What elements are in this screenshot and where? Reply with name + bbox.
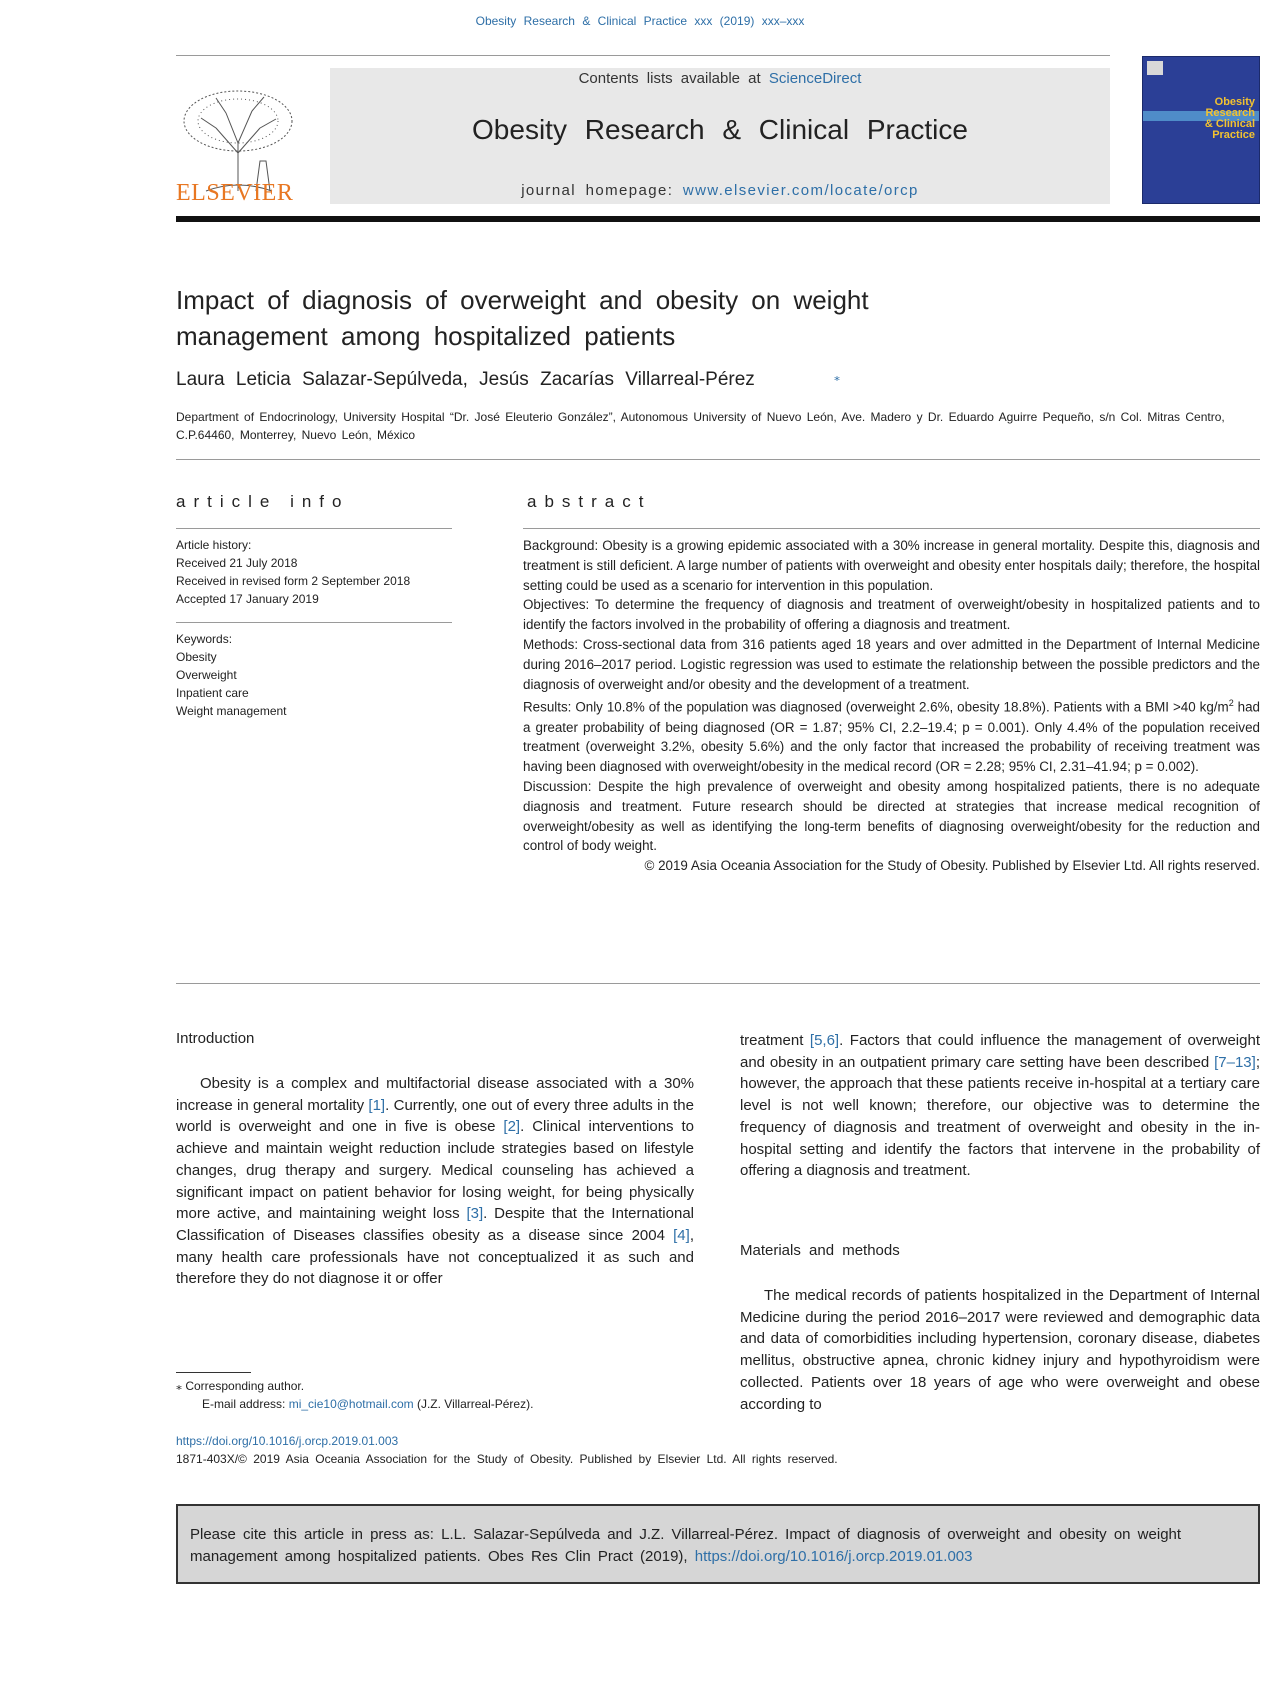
affiliation: Department of Endocrinology, University Hospital “Dr. José Eleuterio González”, Autonomous University of Nuevo León, Ave. Madero y Dr. Eduardo Aguirre Pequeño, s/n Col. Mitras Centro, C.P.64460, Monterrey, Nuevo León, México xyxy=(176,410,1225,442)
reference-link[interactable]: [4] xyxy=(673,1226,690,1244)
history-accepted: Accepted 17 January 2019 xyxy=(176,592,319,606)
author-email-link[interactable]: mi_cie10@hotmail.com xyxy=(288,1397,414,1411)
abstract-heading: abstract xyxy=(527,492,652,511)
abstract-results xyxy=(523,694,1260,777)
keyword: Obesity xyxy=(176,650,217,664)
reference-link[interactable]: [5,6] xyxy=(809,1032,840,1049)
email-owner: (J.Z. Villarreal-Pérez). xyxy=(416,1397,534,1411)
article-history xyxy=(176,536,452,608)
abstract-objectives: Objectives: To determine the frequency of diagnosis and treatment of overweight/obesity in hospitalized patients and to identify the factors involved in the probability of offering a diagnosis and treatment. xyxy=(523,597,1260,633)
reference-link[interactable]: [2] xyxy=(503,1118,521,1136)
intro-paragraph xyxy=(176,1073,694,1290)
cover-logo-mark xyxy=(1147,61,1163,75)
issn-copyright: 1871-403X/© 2019 Asia Oceania Association for the Study of Obesity. Published by Elsevier Ltd. All rights reserved. xyxy=(176,1452,838,1466)
intro-text: . Currently, one out of every three adults in the world is overweight and one in five is obese xyxy=(176,1096,694,1136)
keyword: Inpatient care xyxy=(176,686,249,700)
reference-link[interactable]: [3] xyxy=(466,1205,484,1223)
footnote-mark: ⁎ xyxy=(176,1379,182,1393)
introduction-heading: Introduction xyxy=(176,1030,255,1047)
reference-link[interactable]: [1] xyxy=(368,1096,386,1114)
intro-text: ; however, the approach that these patients receive in-hospital at a tertiary care level is not well known; therefore, our objective was to determine the frequency of diagnosis and treatment of overweight and obesity in the in-hospital setting and identify the factors that intervene in the probability of offering a diagnosis and treatment. xyxy=(740,1053,1260,1180)
citation-doi-link[interactable]: https://doi.org/10.1016/j.orcp.2019.01.003 xyxy=(694,1548,973,1565)
abstract-methods: Methods: Cross-sectional data from 316 patients aged 18 years and over admitted in the Department of Internal Medicine during 2016–2017 period. Logistic regression was used to estimate the relationship between the possible predictors and the diagnosis of overweight and/or obesity and the development of a treatment. xyxy=(523,636,1260,692)
abstract-rule xyxy=(523,528,1260,529)
sciencedirect-link[interactable]: ScienceDirect xyxy=(768,70,862,87)
citation-text xyxy=(190,1524,1246,1568)
email-label: E-mail address: xyxy=(202,1397,286,1411)
article-info-rule xyxy=(176,528,452,529)
intro-text: Obesity is a complex and multifactorial disease associated with a 30% increase in general mortality xyxy=(176,1075,694,1114)
article-info-heading: article info xyxy=(176,492,350,511)
results-text-2: had a greater probability of being diagnosed (OR = 1.87; 95% CI, 2.2–19.4; p = 0.001). Only 4.4% of the population received treatment (overweight 3.2%, obesity 5.6%) and the only factor that increased the probability of receiving treatment was having been diagnosed with overweight/obesity in the medical record (OR = 2.28; 95% CI, 2.31–41.94; p = 0.002). xyxy=(523,699,1261,775)
intro-text: . Clinical interventions to achieve and maintain weight reduction include strategies based on lifestyle changes, drug therapy and surgery. Medical counseling has achieved a significant impact on patient behavior for losing weight, for being physically more active, and maintaining weight loss xyxy=(176,1118,694,1223)
keyword: Weight management xyxy=(176,704,287,718)
reference-link[interactable]: [7–13] xyxy=(1214,1053,1256,1071)
cover-journal-name: Obesity Research & Clinical Practice xyxy=(1204,96,1255,141)
abstract-copyright: © 2019 Asia Oceania Association for the Study of Obesity. Published by Elsevier Ltd. All rights reserved. xyxy=(644,858,1260,874)
footnote-label: Corresponding author. xyxy=(185,1379,305,1393)
introduction-text xyxy=(176,1073,694,1290)
footnote-line xyxy=(176,1377,533,1395)
abstract-discussion: Discussion: Despite the high prevalence of overweight and obesity among hospitalized patients, there is no adequate diagnosis and treatment. Future research should be directed at strategies that increase medical recognition of overweight/obesity as well as identifying the long-term benefits of diagnosing overweight/obesity for the reduction and control of body weight. xyxy=(523,779,1260,854)
keywords-rule xyxy=(176,622,452,623)
publisher-wordmark: ELSEVIER xyxy=(176,180,294,206)
results-text-1: Results: Only 10.8% of the population was diagnosed (overweight 2.6%, obesity 18.8%). Patients with a BMI >40 kg/m xyxy=(523,699,1229,715)
article-history-label: Article history: xyxy=(176,538,252,552)
methods-heading: Materials and methods xyxy=(740,1242,900,1259)
citation-box xyxy=(176,1504,1260,1584)
journal-cover-thumbnail xyxy=(1142,56,1260,204)
doi-link[interactable]: https://doi.org/10.1016/j.orcp.2019.01.003 xyxy=(176,1434,399,1448)
homepage-prefix: journal homepage: xyxy=(521,182,674,199)
history-revised: Received in revised form 2 September 2018 xyxy=(176,574,411,588)
citation-body: Please cite this article in press as: L.L. Salazar-Sepúlveda and J.Z. Villarreal-Pérez. Impact of diagnosis of overweight and obesity on weight management among hospitalized patients. Obes Res Clin Pract (2019), xyxy=(190,1526,1182,1565)
journal-homepage-link[interactable]: www.elsevier.com/locate/orcp xyxy=(682,182,919,199)
abstract-body xyxy=(523,536,1260,876)
contents-line xyxy=(330,70,1110,87)
intro-text: . Despite that the International Classification of Diseases classifies obesity as a disease since 2004 xyxy=(176,1205,694,1244)
header-rule xyxy=(176,55,1110,56)
intro-continued-paragraph xyxy=(740,1030,1260,1182)
results-superscript: 2 xyxy=(1228,698,1234,709)
methods-paragraph: The medical records of patients hospitalized in the Department of Internal Medicine during the period 2016–2017 were reviewed and demographic data and data of comorbidities including hypertension, coronary disease, diabetes mellitus, obstructive apnea, chronic kidney injury and hypothyroidism were collected. Patients over 18 years of age who were overweight and obese according to xyxy=(740,1287,1260,1413)
contents-prefix: Contents lists available at xyxy=(578,70,761,87)
journal-banner xyxy=(330,68,1110,204)
keywords-block xyxy=(176,630,452,720)
email-line xyxy=(176,1395,533,1413)
methods-text xyxy=(740,1285,1260,1415)
header-thick-rule xyxy=(176,216,1260,222)
keywords-label: Keywords: xyxy=(176,632,233,646)
history-received: Received 21 July 2018 xyxy=(176,556,298,570)
running-head: Obesity Research & Clinical Practice xxx (2019) xxx–xxx xyxy=(475,14,805,28)
author-list: Laura Leticia Salazar-Sepúlveda, Jesús Zacarías Villarreal-Pérez xyxy=(176,369,755,390)
journal-title: Obesity Research & Clinical Practice xyxy=(472,114,968,145)
intro-text: . Factors that could influence the management of overweight and obesity in an outpatient primary care setting have been described xyxy=(740,1032,1260,1071)
title-block-rule xyxy=(176,459,1260,460)
intro-text: treatment xyxy=(740,1032,810,1049)
abstract-bottom-rule xyxy=(176,983,1260,984)
abstract-background: Background: Obesity is a growing epidemic associated with a 30% increase in general mortality. Despite this, diagnosis and treatment is still deficient. A large number of patients with overweight and obesity enter hospitals daily; therefore, the hospital setting could be used as a scenario for intervention in this population. xyxy=(523,538,1260,593)
keyword: Overweight xyxy=(176,668,237,682)
corresponding-author-mark[interactable]: ⁎ xyxy=(834,370,840,384)
homepage-line xyxy=(330,182,1110,199)
intro-text: , many health care professionals have not conceptualized it as such and therefore they do not diagnose it or offer xyxy=(176,1226,694,1288)
article-title: Impact of diagnosis of overweight and obesity on weight management among hospitalized patients xyxy=(176,285,869,351)
footnote-rule xyxy=(176,1372,251,1373)
corresponding-footnote xyxy=(176,1377,533,1413)
introduction-continued xyxy=(740,1030,1260,1182)
